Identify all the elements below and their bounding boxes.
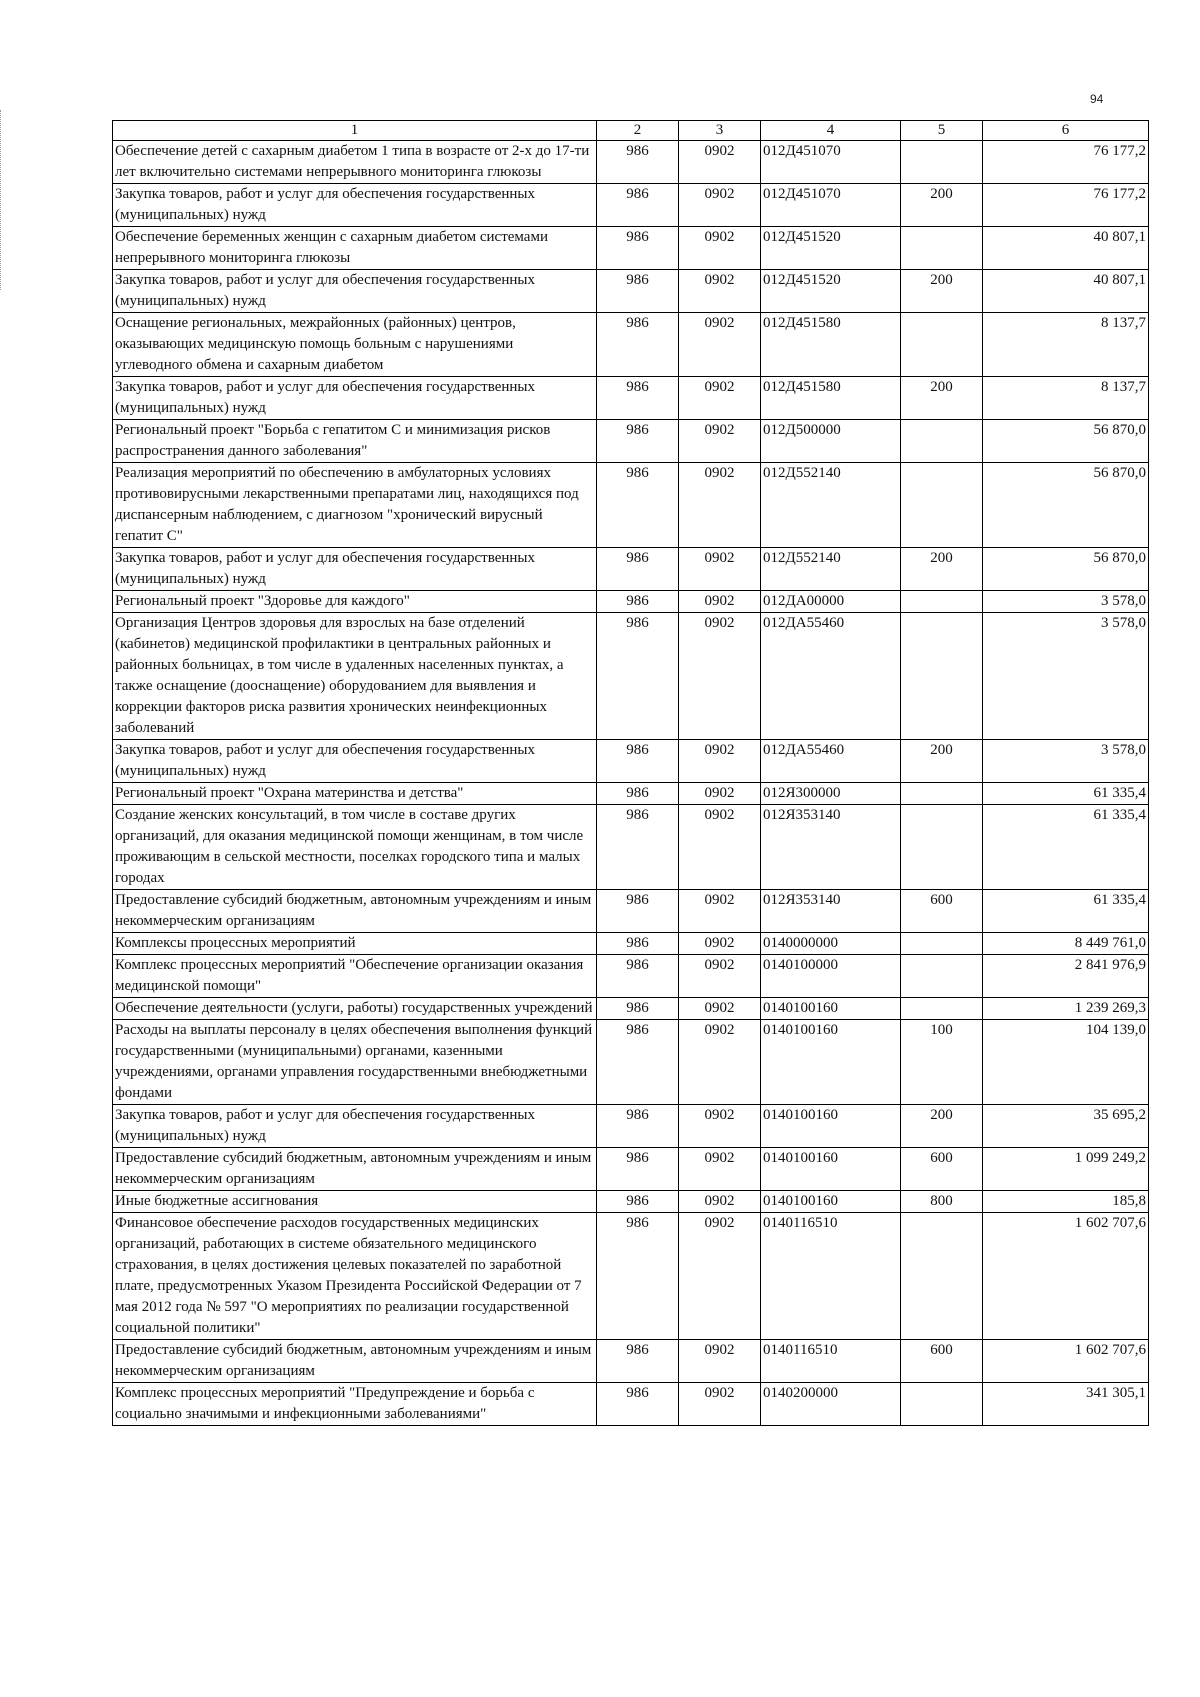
- amount-cell: 56 870,0: [983, 420, 1149, 463]
- amount-cell: 1 602 707,6: [983, 1213, 1149, 1340]
- target-article-cell: 0140200000: [761, 1383, 901, 1426]
- ministry-code-cell: 986: [597, 313, 679, 377]
- amount-cell: 76 177,2: [983, 141, 1149, 184]
- expense-type-cell: [901, 420, 983, 463]
- expense-type-cell: [901, 591, 983, 613]
- row-name-cell: Иные бюджетные ассигнования: [113, 1191, 597, 1213]
- table-row: [113, 1148, 1149, 1191]
- section-code-cell: 0902: [679, 933, 761, 955]
- target-article-cell: 012Д451520: [761, 270, 901, 313]
- target-article-cell: 012Д451580: [761, 313, 901, 377]
- amount-cell: 3 578,0: [983, 613, 1149, 740]
- amount-cell: 76 177,2: [983, 184, 1149, 227]
- ministry-code-cell: 986: [597, 184, 679, 227]
- section-code-cell: 0902: [679, 1213, 761, 1340]
- ministry-code-cell: 986: [597, 1020, 679, 1105]
- row-name-cell: Закупка товаров, работ и услуг для обеспечения государственных (муниципальных) нужд: [113, 184, 597, 227]
- section-code-cell: 0902: [679, 313, 761, 377]
- target-article-cell: 0140100160: [761, 998, 901, 1020]
- amount-cell: 185,8: [983, 1191, 1149, 1213]
- ministry-code-cell: 986: [597, 548, 679, 591]
- ministry-code-cell: 986: [597, 955, 679, 998]
- ministry-code-cell: 986: [597, 141, 679, 184]
- amount-cell: 2 841 976,9: [983, 955, 1149, 998]
- target-article-cell: 0140100160: [761, 1020, 901, 1105]
- row-name-cell: Организация Центров здоровья для взрослых на базе отделений (кабинетов) медицинской профилактики в центральных районных и районных больницах, в том числе в удаленных населенных пунктах, а также оснащение (дооснащение) оборудованием для выявления и коррекции факторов риска развития хронических неинфекционных заболеваний: [113, 613, 597, 740]
- amount-cell: 8 137,7: [983, 313, 1149, 377]
- row-name-cell: Реализация мероприятий по обеспечению в амбулаторных условиях противовирусными лекарственными препаратами лиц, находящихся под диспансерным наблюдением, с диагнозом "хронический вирусный гепатит С": [113, 463, 597, 548]
- target-article-cell: 0140116510: [761, 1340, 901, 1383]
- section-code-cell: 0902: [679, 998, 761, 1020]
- amount-cell: 56 870,0: [983, 548, 1149, 591]
- section-code-cell: 0902: [679, 890, 761, 933]
- row-name-cell: Предоставление субсидий бюджетным, автономным учреждениям и иным некоммерческим организациям: [113, 1148, 597, 1191]
- amount-cell: 40 807,1: [983, 270, 1149, 313]
- amount-cell: 3 578,0: [983, 591, 1149, 613]
- table-row: [113, 998, 1149, 1020]
- section-code-cell: 0902: [679, 1383, 761, 1426]
- column-header: 5: [901, 121, 983, 141]
- row-name-cell: Закупка товаров, работ и услуг для обеспечения государственных (муниципальных) нужд: [113, 270, 597, 313]
- expense-type-cell: 100: [901, 1020, 983, 1105]
- target-article-cell: 012Д552140: [761, 548, 901, 591]
- amount-cell: 341 305,1: [983, 1383, 1149, 1426]
- ministry-code-cell: 986: [597, 1148, 679, 1191]
- table-row: [113, 377, 1149, 420]
- ministry-code-cell: 986: [597, 613, 679, 740]
- section-code-cell: 0902: [679, 270, 761, 313]
- expense-type-cell: 200: [901, 184, 983, 227]
- expense-type-cell: [901, 313, 983, 377]
- amount-cell: 1 602 707,6: [983, 1340, 1149, 1383]
- expense-type-cell: 200: [901, 548, 983, 591]
- section-code-cell: 0902: [679, 548, 761, 591]
- target-article-cell: 0140100160: [761, 1191, 901, 1213]
- amount-cell: 8 137,7: [983, 377, 1149, 420]
- expense-type-cell: [901, 783, 983, 805]
- row-name-cell: Обеспечение беременных женщин с сахарным диабетом системами непрерывного мониторинга глюкозы: [113, 227, 597, 270]
- ministry-code-cell: 986: [597, 463, 679, 548]
- ministry-code-cell: 986: [597, 1383, 679, 1426]
- ministry-code-cell: 986: [597, 420, 679, 463]
- expense-type-cell: [901, 805, 983, 890]
- target-article-cell: 0140116510: [761, 1213, 901, 1340]
- section-code-cell: 0902: [679, 1340, 761, 1383]
- ministry-code-cell: 986: [597, 270, 679, 313]
- amount-cell: 35 695,2: [983, 1105, 1149, 1148]
- section-code-cell: 0902: [679, 613, 761, 740]
- expense-type-cell: [901, 1213, 983, 1340]
- section-code-cell: 0902: [679, 1148, 761, 1191]
- table-row: [113, 591, 1149, 613]
- expense-type-cell: 200: [901, 740, 983, 783]
- row-name-cell: Предоставление субсидий бюджетным, автономным учреждениям и иным некоммерческим организациям: [113, 890, 597, 933]
- row-name-cell: Комплексы процессных мероприятий: [113, 933, 597, 955]
- section-code-cell: 0902: [679, 420, 761, 463]
- table-row: [113, 1020, 1149, 1105]
- column-header: 1: [113, 121, 597, 141]
- expense-type-cell: [901, 998, 983, 1020]
- column-header: 3: [679, 121, 761, 141]
- amount-cell: 61 335,4: [983, 783, 1149, 805]
- row-name-cell: Закупка товаров, работ и услуг для обеспечения государственных (муниципальных) нужд: [113, 377, 597, 420]
- column-header: 6: [983, 121, 1149, 141]
- table-row: [113, 184, 1149, 227]
- table-row: [113, 548, 1149, 591]
- target-article-cell: 012Д500000: [761, 420, 901, 463]
- expense-type-cell: [901, 227, 983, 270]
- section-code-cell: 0902: [679, 227, 761, 270]
- section-code-cell: 0902: [679, 141, 761, 184]
- row-name-cell: Создание женских консультаций, в том числе в составе других организаций, для оказания медицинской помощи женщинам, в том числе проживающим в сельской местности, поселках городского типа и малых городах: [113, 805, 597, 890]
- expense-type-cell: 600: [901, 1148, 983, 1191]
- ministry-code-cell: 986: [597, 1191, 679, 1213]
- target-article-cell: 012Д451580: [761, 377, 901, 420]
- ministry-code-cell: 986: [597, 377, 679, 420]
- ministry-code-cell: 986: [597, 1213, 679, 1340]
- target-article-cell: 0140100160: [761, 1105, 901, 1148]
- row-name-cell: Финансовое обеспечение расходов государственных медицинских организаций, работающих в системе обязательного медицинского страхования, в целях достижения целевых показателей по заработной плате, предусмотренных Указом Президента Российской Федерации от 7 мая 2012 года № 597 "О мероприятиях по реализации государственной социальной политики": [113, 1213, 597, 1340]
- section-code-cell: 0902: [679, 955, 761, 998]
- row-name-cell: Региональный проект "Здоровье для каждого": [113, 591, 597, 613]
- target-article-cell: 012Д552140: [761, 463, 901, 548]
- amount-cell: 61 335,4: [983, 890, 1149, 933]
- ministry-code-cell: 986: [597, 805, 679, 890]
- table-row: [113, 313, 1149, 377]
- row-name-cell: Региональный проект "Борьба с гепатитом С и минимизация рисков распространения данного заболевания": [113, 420, 597, 463]
- expense-type-cell: [901, 613, 983, 740]
- section-code-cell: 0902: [679, 1020, 761, 1105]
- table-row: [113, 420, 1149, 463]
- table-row: [113, 1105, 1149, 1148]
- scan-margin-marks: [0, 110, 5, 290]
- section-code-cell: 0902: [679, 463, 761, 548]
- ministry-code-cell: 986: [597, 1340, 679, 1383]
- table-row: [113, 1383, 1149, 1426]
- amount-cell: 61 335,4: [983, 805, 1149, 890]
- ministry-code-cell: 986: [597, 591, 679, 613]
- table-row: [113, 890, 1149, 933]
- target-article-cell: 012Я353140: [761, 890, 901, 933]
- row-name-cell: Расходы на выплаты персоналу в целях обеспечения выполнения функций государственными (муниципальными) органами, казенными учреждениями, органами управления государственными внебюджетными фондами: [113, 1020, 597, 1105]
- expense-type-cell: 600: [901, 1340, 983, 1383]
- ministry-code-cell: 986: [597, 227, 679, 270]
- column-header: 4: [761, 121, 901, 141]
- table-header-row: [113, 121, 1149, 141]
- section-code-cell: 0902: [679, 1105, 761, 1148]
- target-article-cell: 012Д451520: [761, 227, 901, 270]
- ministry-code-cell: 986: [597, 998, 679, 1020]
- expense-type-cell: [901, 955, 983, 998]
- row-name-cell: Оснащение региональных, межрайонных (районных) центров, оказывающих медицинскую помощь больным с нарушениями углеводного обмена и сахарным диабетом: [113, 313, 597, 377]
- ministry-code-cell: 986: [597, 783, 679, 805]
- target-article-cell: 012ДА55460: [761, 740, 901, 783]
- row-name-cell: Закупка товаров, работ и услуг для обеспечения государственных (муниципальных) нужд: [113, 740, 597, 783]
- table-row: [113, 805, 1149, 890]
- row-name-cell: Обеспечение детей с сахарным диабетом 1 типа в возрасте от 2-х до 17-ти лет включительно системами непрерывного мониторинга глюкозы: [113, 141, 597, 184]
- target-article-cell: 012ДА55460: [761, 613, 901, 740]
- table-row: [113, 783, 1149, 805]
- column-header: 2: [597, 121, 679, 141]
- amount-cell: 56 870,0: [983, 463, 1149, 548]
- section-code-cell: 0902: [679, 1191, 761, 1213]
- expense-type-cell: 800: [901, 1191, 983, 1213]
- row-name-cell: Закупка товаров, работ и услуг для обеспечения государственных (муниципальных) нужд: [113, 548, 597, 591]
- amount-cell: 40 807,1: [983, 227, 1149, 270]
- amount-cell: 104 139,0: [983, 1020, 1149, 1105]
- expense-type-cell: 200: [901, 377, 983, 420]
- expense-type-cell: 600: [901, 890, 983, 933]
- expense-type-cell: 200: [901, 270, 983, 313]
- target-article-cell: 0140100160: [761, 1148, 901, 1191]
- section-code-cell: 0902: [679, 184, 761, 227]
- amount-cell: 1 099 249,2: [983, 1148, 1149, 1191]
- table-row: [113, 463, 1149, 548]
- row-name-cell: Обеспечение деятельности (услуги, работы) государственных учреждений: [113, 998, 597, 1020]
- target-article-cell: 0140000000: [761, 933, 901, 955]
- ministry-code-cell: 986: [597, 890, 679, 933]
- section-code-cell: 0902: [679, 805, 761, 890]
- table-row: [113, 270, 1149, 313]
- table-row: [113, 955, 1149, 998]
- ministry-code-cell: 986: [597, 740, 679, 783]
- table-row: [113, 933, 1149, 955]
- table-row: [113, 740, 1149, 783]
- table-row: [113, 613, 1149, 740]
- row-name-cell: Комплекс процессных мероприятий "Обеспечение организации оказания медицинской помощи": [113, 955, 597, 998]
- expense-type-cell: 200: [901, 1105, 983, 1148]
- target-article-cell: 012Я300000: [761, 783, 901, 805]
- table-row: [113, 1213, 1149, 1340]
- table-row: [113, 1340, 1149, 1383]
- table-body: [113, 141, 1149, 1426]
- amount-cell: 3 578,0: [983, 740, 1149, 783]
- target-article-cell: 012Я353140: [761, 805, 901, 890]
- amount-cell: 8 449 761,0: [983, 933, 1149, 955]
- expense-type-cell: [901, 933, 983, 955]
- table-row: [113, 1191, 1149, 1213]
- section-code-cell: 0902: [679, 740, 761, 783]
- row-name-cell: Региональный проект "Охрана материнства и детства": [113, 783, 597, 805]
- expense-type-cell: [901, 463, 983, 548]
- section-code-cell: 0902: [679, 377, 761, 420]
- amount-cell: 1 239 269,3: [983, 998, 1149, 1020]
- section-code-cell: 0902: [679, 783, 761, 805]
- target-article-cell: 012Д451070: [761, 184, 901, 227]
- target-article-cell: 012Д451070: [761, 141, 901, 184]
- target-article-cell: 012ДА00000: [761, 591, 901, 613]
- row-name-cell: Комплекс процессных мероприятий "Предупреждение и борьба с социально значимыми и инфекционными заболеваниями": [113, 1383, 597, 1426]
- row-name-cell: Закупка товаров, работ и услуг для обеспечения государственных (муниципальных) нужд: [113, 1105, 597, 1148]
- table-row: [113, 227, 1149, 270]
- expense-type-cell: [901, 141, 983, 184]
- ministry-code-cell: 986: [597, 1105, 679, 1148]
- section-code-cell: 0902: [679, 591, 761, 613]
- target-article-cell: 0140100000: [761, 955, 901, 998]
- table-row: [113, 141, 1149, 184]
- page-number: 94: [1090, 92, 1104, 106]
- budget-allocation-table: [112, 120, 1149, 1426]
- expense-type-cell: [901, 1383, 983, 1426]
- ministry-code-cell: 986: [597, 933, 679, 955]
- row-name-cell: Предоставление субсидий бюджетным, автономным учреждениям и иным некоммерческим организациям: [113, 1340, 597, 1383]
